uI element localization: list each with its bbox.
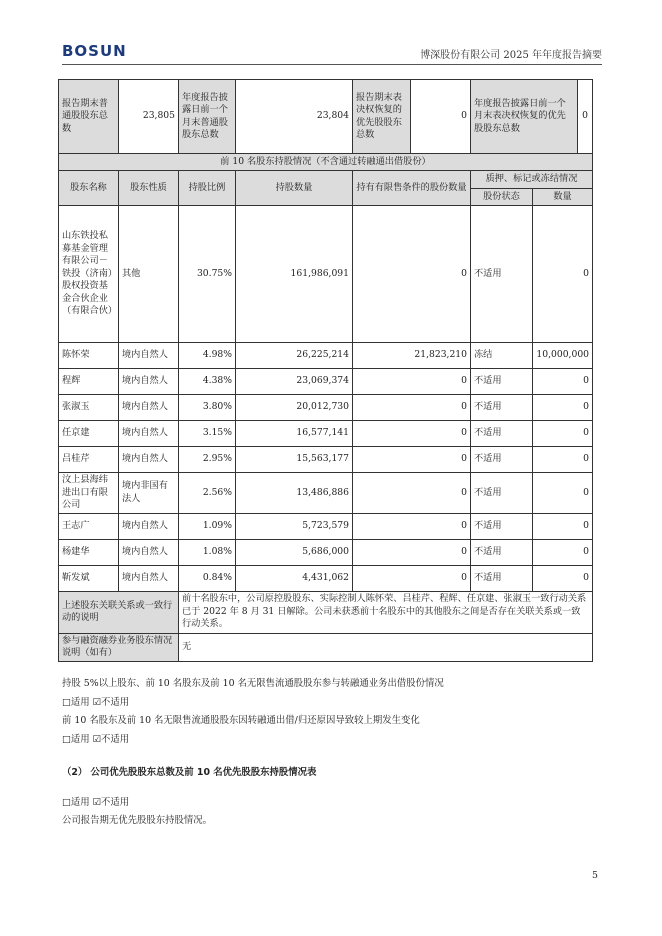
summary-label-common: 报告期末普通股股东总数 [59, 80, 119, 154]
holder-qty: 4,431,062 [236, 565, 353, 591]
holder-qty: 5,686,000 [236, 539, 353, 565]
company-logo: BOSUN [62, 42, 127, 60]
holder-amount: 0 [533, 513, 593, 539]
holder-nature: 境内自然人 [119, 539, 179, 565]
holder-ratio: 4.38% [179, 369, 236, 395]
holder-restricted: 0 [353, 473, 471, 514]
col-header-restricted: 持有有限售条件的股份数量 [353, 171, 471, 206]
holder-status: 不适用 [471, 473, 533, 514]
holder-name: 王志广 [59, 513, 119, 539]
holder-restricted: 0 [353, 447, 471, 473]
margin-text: 无 [179, 633, 593, 661]
holder-nature: 境内非国有法人 [119, 473, 179, 514]
holder-restricted: 21,823,210 [353, 343, 471, 369]
holder-status: 不适用 [471, 513, 533, 539]
table-row [59, 539, 593, 565]
holder-amount: 0 [533, 447, 593, 473]
summary-value-preferred-month: 0 [578, 80, 592, 153]
holder-qty: 161,986,091 [236, 206, 353, 343]
note-lending: 持股 5%以上股东、前 10 名股东及前 10 名无限售流通股股东参与转融通业务出借股份情况 [62, 678, 444, 689]
holder-name: 靳发斌 [59, 565, 119, 591]
holder-nature: 境内自然人 [119, 513, 179, 539]
summary-label-preferred-month: 年度报告披露日前一个月末表决权恢复的优先股股东总数 [471, 80, 578, 153]
preferred-text: 公司报告期无优先股股东持股情况。 [62, 815, 213, 826]
holder-ratio: 30.75% [179, 206, 236, 343]
holder-restricted: 0 [353, 395, 471, 421]
holder-ratio: 2.56% [179, 473, 236, 514]
holder-name: 杨建华 [59, 539, 119, 565]
related-text: 前十名股东中，公司原控股股东、实际控制人陈怀荣、吕桂芹、程辉、任京建、张淑玉一致行动关系已于 2022 年 8 月 31 日解除。公司未获悉前十名股东中的其他股东之间是否存在关联关系或一致行动关系。 [179, 591, 593, 633]
table-row [59, 395, 593, 421]
page-header [62, 44, 602, 65]
document-title: 博深股份有限公司 2025 年年度报告摘要 [420, 50, 602, 61]
holder-status: 不适用 [471, 565, 533, 591]
holder-restricted: 0 [353, 206, 471, 343]
holder-name: 程辉 [59, 369, 119, 395]
holder-nature: 境内自然人 [119, 421, 179, 447]
holder-qty: 26,225,214 [236, 343, 353, 369]
col-header-amount: 数量 [533, 189, 593, 206]
holder-ratio: 3.15% [179, 421, 236, 447]
col-header-qty: 持股数量 [236, 171, 353, 206]
holder-qty: 5,723,579 [236, 513, 353, 539]
note-change-option: □适用 ☑不适用 [62, 734, 130, 745]
holder-amount: 0 [533, 395, 593, 421]
holder-status: 不适用 [471, 421, 533, 447]
holder-status: 不适用 [471, 395, 533, 421]
holder-qty: 15,563,177 [236, 447, 353, 473]
holder-name: 陈怀荣 [59, 343, 119, 369]
summary-value-common: 23,805 [119, 80, 179, 154]
holder-amount: 0 [533, 473, 593, 514]
related-label: 上述股东关联关系或一致行动的说明 [59, 591, 179, 633]
holder-name: 山东铁投私募基金管理有限公司－铁投（济南）股权投资基金合伙企业（有限合伙） [59, 206, 119, 343]
table-row [59, 343, 593, 369]
holder-qty: 16,577,141 [236, 421, 353, 447]
holder-nature: 境内自然人 [119, 447, 179, 473]
summary-row [59, 80, 593, 154]
table-row [59, 206, 593, 343]
col-header-ratio: 持股比例 [179, 171, 236, 206]
holder-qty: 20,012,730 [236, 395, 353, 421]
holder-restricted: 0 [353, 539, 471, 565]
holder-status: 不适用 [471, 447, 533, 473]
holder-status: 不适用 [471, 206, 533, 343]
section-heading-preferred: （2） 公司优先股股东总数及前 10 名优先股股东持股情况表 [62, 767, 317, 778]
holder-ratio: 1.09% [179, 513, 236, 539]
holder-qty: 23,069,374 [236, 369, 353, 395]
holder-ratio: 2.95% [179, 447, 236, 473]
holder-restricted: 0 [353, 421, 471, 447]
summary-value-preferred: 0 [411, 80, 471, 154]
holder-restricted: 0 [353, 513, 471, 539]
header-row [59, 171, 593, 189]
col-header-name: 股东名称 [59, 171, 119, 206]
table-row [59, 565, 593, 591]
holder-amount: 0 [533, 206, 593, 343]
preferred-option: □适用 ☑不适用 [62, 797, 130, 808]
shareholder-table [58, 79, 593, 662]
holder-nature: 境内自然人 [119, 343, 179, 369]
table-row [59, 447, 593, 473]
holder-ratio: 0.84% [179, 565, 236, 591]
holder-nature: 境内自然人 [119, 369, 179, 395]
holder-status: 不适用 [471, 369, 533, 395]
holder-restricted: 0 [353, 565, 471, 591]
table-row [59, 369, 593, 395]
holder-name: 吕桂芹 [59, 447, 119, 473]
holder-status: 冻结 [471, 343, 533, 369]
holder-nature: 境内自然人 [119, 565, 179, 591]
col-header-status: 股份状态 [471, 189, 533, 206]
table-row [59, 421, 593, 447]
holder-amount: 0 [533, 369, 593, 395]
holder-qty: 13,486,886 [236, 473, 353, 514]
related-row [59, 591, 593, 633]
page-number: 5 [592, 870, 598, 881]
holder-name: 汶上县海纬进出口有限公司 [59, 473, 119, 514]
holder-ratio: 4.98% [179, 343, 236, 369]
summary-preferred-month-cell [471, 80, 593, 154]
summary-label-preferred: 报告期末表决权恢复的优先股股东总数 [353, 80, 411, 154]
top10-title: 前 10 名股东持股情况（不含通过转融通出借股份） [59, 154, 593, 171]
holder-amount: 0 [533, 421, 593, 447]
holder-name: 任京建 [59, 421, 119, 447]
table-row [59, 513, 593, 539]
margin-label: 参与融资融券业务股东情况说明（如有） [59, 633, 179, 661]
summary-value-common-month: 23,804 [236, 80, 353, 154]
summary-label-common-month: 年度报告披露日前一个月末普通股股东总数 [179, 80, 236, 154]
col-header-pledge: 质押、标记或冻结情况 [471, 171, 593, 189]
holder-nature: 境内自然人 [119, 395, 179, 421]
holder-ratio: 3.80% [179, 395, 236, 421]
holder-amount: 10,000,000 [533, 343, 593, 369]
holder-amount: 0 [533, 539, 593, 565]
holder-restricted: 0 [353, 369, 471, 395]
margin-row [59, 633, 593, 661]
holder-status: 不适用 [471, 539, 533, 565]
col-header-nature: 股东性质 [119, 171, 179, 206]
note-lending-option: □适用 ☑不适用 [62, 697, 130, 708]
holder-nature: 其他 [119, 206, 179, 343]
table-row [59, 473, 593, 514]
note-change: 前 10 名股东及前 10 名无限售流通股股东因转融通出借/归还原因导致较上期发生变化 [62, 715, 420, 726]
holder-ratio: 1.08% [179, 539, 236, 565]
holder-amount: 0 [533, 565, 593, 591]
holder-name: 张淑玉 [59, 395, 119, 421]
